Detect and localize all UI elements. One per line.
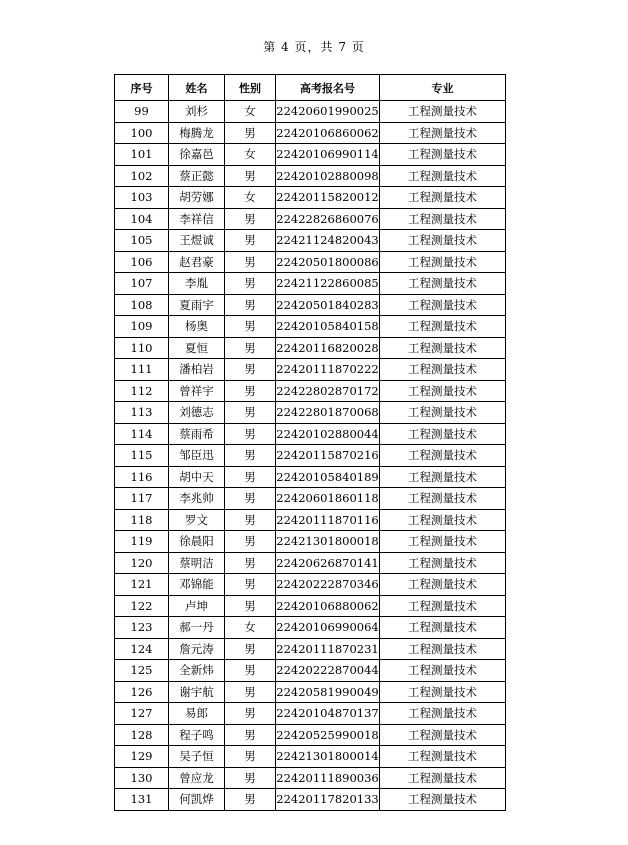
header-gender: 性别 [225, 75, 276, 101]
table-row [115, 380, 506, 402]
cell-name: 徐晨阳 [169, 531, 225, 553]
cell-gender: 男 [225, 767, 276, 789]
cell-name: 蔡明洁 [169, 552, 225, 574]
cell-seq: 128 [115, 724, 169, 746]
cell-major: 工程测量技术 [380, 638, 506, 660]
cell-major: 工程测量技术 [380, 402, 506, 424]
cell-major: 工程测量技术 [380, 101, 506, 123]
cell-seq: 113 [115, 402, 169, 424]
cell-exam-id: 22420111870116 [276, 509, 380, 531]
cell-gender: 男 [225, 230, 276, 252]
cell-exam-id: 22420106860062 [276, 122, 380, 144]
cell-name: 谢宇航 [169, 681, 225, 703]
cell-seq: 105 [115, 230, 169, 252]
cell-gender: 男 [225, 509, 276, 531]
cell-major: 工程测量技术 [380, 746, 506, 768]
table-row [115, 423, 506, 445]
cell-exam-id: 22421301800014 [276, 746, 380, 768]
cell-name: 何凯烨 [169, 789, 225, 811]
cell-seq: 115 [115, 445, 169, 467]
table-row [115, 445, 506, 467]
cell-seq: 123 [115, 617, 169, 639]
cell-seq: 126 [115, 681, 169, 703]
cell-seq: 102 [115, 165, 169, 187]
cell-name: 蔡雨希 [169, 423, 225, 445]
table-header [115, 75, 506, 101]
cell-major: 工程测量技术 [380, 466, 506, 488]
cell-gender: 女 [225, 187, 276, 209]
table-row [115, 617, 506, 639]
table-row [115, 552, 506, 574]
table-row [115, 316, 506, 338]
cell-exam-id: 22421124820043 [276, 230, 380, 252]
cell-major: 工程测量技术 [380, 208, 506, 230]
cell-name: 杨奥 [169, 316, 225, 338]
cell-exam-id: 22420105840189 [276, 466, 380, 488]
cell-name: 夏恒 [169, 337, 225, 359]
cell-exam-id: 22420111870231 [276, 638, 380, 660]
cell-gender: 男 [225, 595, 276, 617]
table-row [115, 337, 506, 359]
cell-gender: 男 [225, 746, 276, 768]
cell-exam-id: 22420501840283 [276, 294, 380, 316]
cell-name: 吴子恒 [169, 746, 225, 768]
cell-seq: 120 [115, 552, 169, 574]
header-major: 专业 [380, 75, 506, 101]
cell-exam-id: 22420102880044 [276, 423, 380, 445]
cell-gender: 男 [225, 423, 276, 445]
table-row [115, 660, 506, 682]
cell-exam-id: 22420106990064 [276, 617, 380, 639]
cell-name: 蔡正懿 [169, 165, 225, 187]
cell-gender: 男 [225, 488, 276, 510]
table-row [115, 187, 506, 209]
header-exam-id: 高考报名号 [276, 75, 380, 101]
cell-exam-id: 22422802870172 [276, 380, 380, 402]
cell-seq: 106 [115, 251, 169, 273]
table-row [115, 724, 506, 746]
cell-seq: 100 [115, 122, 169, 144]
table-row [115, 531, 506, 553]
cell-major: 工程测量技术 [380, 724, 506, 746]
cell-gender: 男 [225, 789, 276, 811]
cell-seq: 130 [115, 767, 169, 789]
cell-gender: 男 [225, 552, 276, 574]
cell-gender: 男 [225, 681, 276, 703]
cell-gender: 男 [225, 466, 276, 488]
header-row [115, 75, 506, 101]
cell-major: 工程测量技术 [380, 251, 506, 273]
cell-major: 工程测量技术 [380, 187, 506, 209]
cell-gender: 男 [225, 337, 276, 359]
cell-seq: 99 [115, 101, 169, 123]
cell-seq: 127 [115, 703, 169, 725]
cell-major: 工程测量技术 [380, 595, 506, 617]
cell-exam-id: 22420104870137 [276, 703, 380, 725]
cell-exam-id: 22422826860076 [276, 208, 380, 230]
cell-gender: 男 [225, 273, 276, 295]
cell-seq: 103 [115, 187, 169, 209]
cell-major: 工程测量技术 [380, 445, 506, 467]
cell-name: 邓锦能 [169, 574, 225, 596]
header-seq: 序号 [115, 75, 169, 101]
table-row [115, 466, 506, 488]
cell-seq: 125 [115, 660, 169, 682]
cell-name: 曾应龙 [169, 767, 225, 789]
table-row [115, 488, 506, 510]
cell-seq: 107 [115, 273, 169, 295]
cell-exam-id: 22420222870346 [276, 574, 380, 596]
cell-name: 李兆帅 [169, 488, 225, 510]
cell-major: 工程测量技术 [380, 380, 506, 402]
cell-seq: 122 [115, 595, 169, 617]
cell-name: 全新炜 [169, 660, 225, 682]
cell-exam-id: 22420115870216 [276, 445, 380, 467]
cell-seq: 129 [115, 746, 169, 768]
table-row [115, 595, 506, 617]
table-row [115, 574, 506, 596]
cell-seq: 114 [115, 423, 169, 445]
cell-name: 郝一丹 [169, 617, 225, 639]
cell-major: 工程测量技术 [380, 316, 506, 338]
cell-seq: 124 [115, 638, 169, 660]
cell-major: 工程测量技术 [380, 273, 506, 295]
cell-gender: 男 [225, 380, 276, 402]
cell-name: 胡劳娜 [169, 187, 225, 209]
cell-major: 工程测量技术 [380, 789, 506, 811]
cell-major: 工程测量技术 [380, 531, 506, 553]
cell-gender: 男 [225, 402, 276, 424]
cell-exam-id: 22420115820012 [276, 187, 380, 209]
cell-gender: 男 [225, 251, 276, 273]
table-row [115, 638, 506, 660]
cell-name: 卢坤 [169, 595, 225, 617]
cell-seq: 121 [115, 574, 169, 596]
cell-major: 工程测量技术 [380, 165, 506, 187]
cell-gender: 男 [225, 294, 276, 316]
cell-gender: 男 [225, 165, 276, 187]
table-row [115, 681, 506, 703]
cell-name: 易郎 [169, 703, 225, 725]
cell-major: 工程测量技术 [380, 122, 506, 144]
cell-exam-id: 22420111890036 [276, 767, 380, 789]
cell-exam-id: 22421301800018 [276, 531, 380, 553]
table-row [115, 208, 506, 230]
table-row [115, 746, 506, 768]
cell-gender: 男 [225, 660, 276, 682]
cell-exam-id: 22420106880062 [276, 595, 380, 617]
cell-exam-id: 22420117820133 [276, 789, 380, 811]
cell-name: 徐嘉邑 [169, 144, 225, 166]
cell-exam-id: 22420111870222 [276, 359, 380, 381]
cell-exam-id: 22420116820028 [276, 337, 380, 359]
cell-major: 工程测量技术 [380, 767, 506, 789]
table-row [115, 703, 506, 725]
cell-seq: 117 [115, 488, 169, 510]
cell-name: 潘柏岩 [169, 359, 225, 381]
cell-seq: 111 [115, 359, 169, 381]
cell-seq: 110 [115, 337, 169, 359]
cell-name: 胡中天 [169, 466, 225, 488]
cell-gender: 女 [225, 617, 276, 639]
header-name: 姓名 [169, 75, 225, 101]
cell-exam-id: 22421122860085 [276, 273, 380, 295]
cell-exam-id: 22420601860118 [276, 488, 380, 510]
table-row [115, 294, 506, 316]
table-row [115, 144, 506, 166]
cell-name: 赵君豪 [169, 251, 225, 273]
cell-exam-id: 22420626870141 [276, 552, 380, 574]
cell-name: 王煜诚 [169, 230, 225, 252]
cell-name: 罗文 [169, 509, 225, 531]
cell-major: 工程测量技术 [380, 423, 506, 445]
cell-exam-id: 22420102880098 [276, 165, 380, 187]
cell-gender: 男 [225, 316, 276, 338]
table-body [115, 101, 506, 811]
cell-major: 工程测量技术 [380, 574, 506, 596]
cell-gender: 男 [225, 445, 276, 467]
cell-name: 夏雨宇 [169, 294, 225, 316]
cell-major: 工程测量技术 [380, 488, 506, 510]
cell-gender: 男 [225, 122, 276, 144]
cell-major: 工程测量技术 [380, 144, 506, 166]
table-row [115, 273, 506, 295]
cell-seq: 109 [115, 316, 169, 338]
cell-seq: 131 [115, 789, 169, 811]
cell-name: 李祥信 [169, 208, 225, 230]
table-row [115, 509, 506, 531]
cell-major: 工程测量技术 [380, 552, 506, 574]
cell-seq: 119 [115, 531, 169, 553]
cell-gender: 男 [225, 638, 276, 660]
cell-seq: 101 [115, 144, 169, 166]
cell-name: 刘德志 [169, 402, 225, 424]
cell-seq: 116 [115, 466, 169, 488]
cell-gender: 男 [225, 724, 276, 746]
cell-exam-id: 22422801870068 [276, 402, 380, 424]
cell-major: 工程测量技术 [380, 230, 506, 252]
cell-gender: 男 [225, 359, 276, 381]
cell-exam-id: 22420601990025 [276, 101, 380, 123]
cell-gender: 男 [225, 703, 276, 725]
cell-major: 工程测量技术 [380, 617, 506, 639]
cell-major: 工程测量技术 [380, 294, 506, 316]
cell-exam-id: 22420501800086 [276, 251, 380, 273]
table-row [115, 251, 506, 273]
table-row [115, 165, 506, 187]
cell-exam-id: 22420105840158 [276, 316, 380, 338]
table-row [115, 402, 506, 424]
cell-name: 梅腾龙 [169, 122, 225, 144]
cell-major: 工程测量技术 [380, 681, 506, 703]
cell-exam-id: 22420222870044 [276, 660, 380, 682]
cell-seq: 112 [115, 380, 169, 402]
table-row [115, 767, 506, 789]
cell-exam-id: 22420106990114 [276, 144, 380, 166]
table-row [115, 359, 506, 381]
cell-name: 曾祥宇 [169, 380, 225, 402]
table-row [115, 230, 506, 252]
table-row [115, 122, 506, 144]
cell-major: 工程测量技术 [380, 660, 506, 682]
table-row [115, 789, 506, 811]
cell-major: 工程测量技术 [380, 337, 506, 359]
cell-exam-id: 22420525990018 [276, 724, 380, 746]
cell-seq: 104 [115, 208, 169, 230]
cell-seq: 118 [115, 509, 169, 531]
cell-gender: 男 [225, 574, 276, 596]
cell-seq: 108 [115, 294, 169, 316]
page-header: 第 4 页，共 7 页 [263, 40, 365, 54]
cell-major: 工程测量技术 [380, 509, 506, 531]
cell-name: 李胤 [169, 273, 225, 295]
table-row [115, 101, 506, 123]
cell-name: 程子鸣 [169, 724, 225, 746]
cell-exam-id: 22420581990049 [276, 681, 380, 703]
cell-gender: 女 [225, 101, 276, 123]
cell-gender: 男 [225, 531, 276, 553]
cell-major: 工程测量技术 [380, 359, 506, 381]
cell-major: 工程测量技术 [380, 703, 506, 725]
cell-name: 邹臣迅 [169, 445, 225, 467]
cell-gender: 男 [225, 208, 276, 230]
student-roster-table [114, 74, 506, 811]
cell-name: 刘杉 [169, 101, 225, 123]
cell-name: 詹元涛 [169, 638, 225, 660]
cell-gender: 女 [225, 144, 276, 166]
